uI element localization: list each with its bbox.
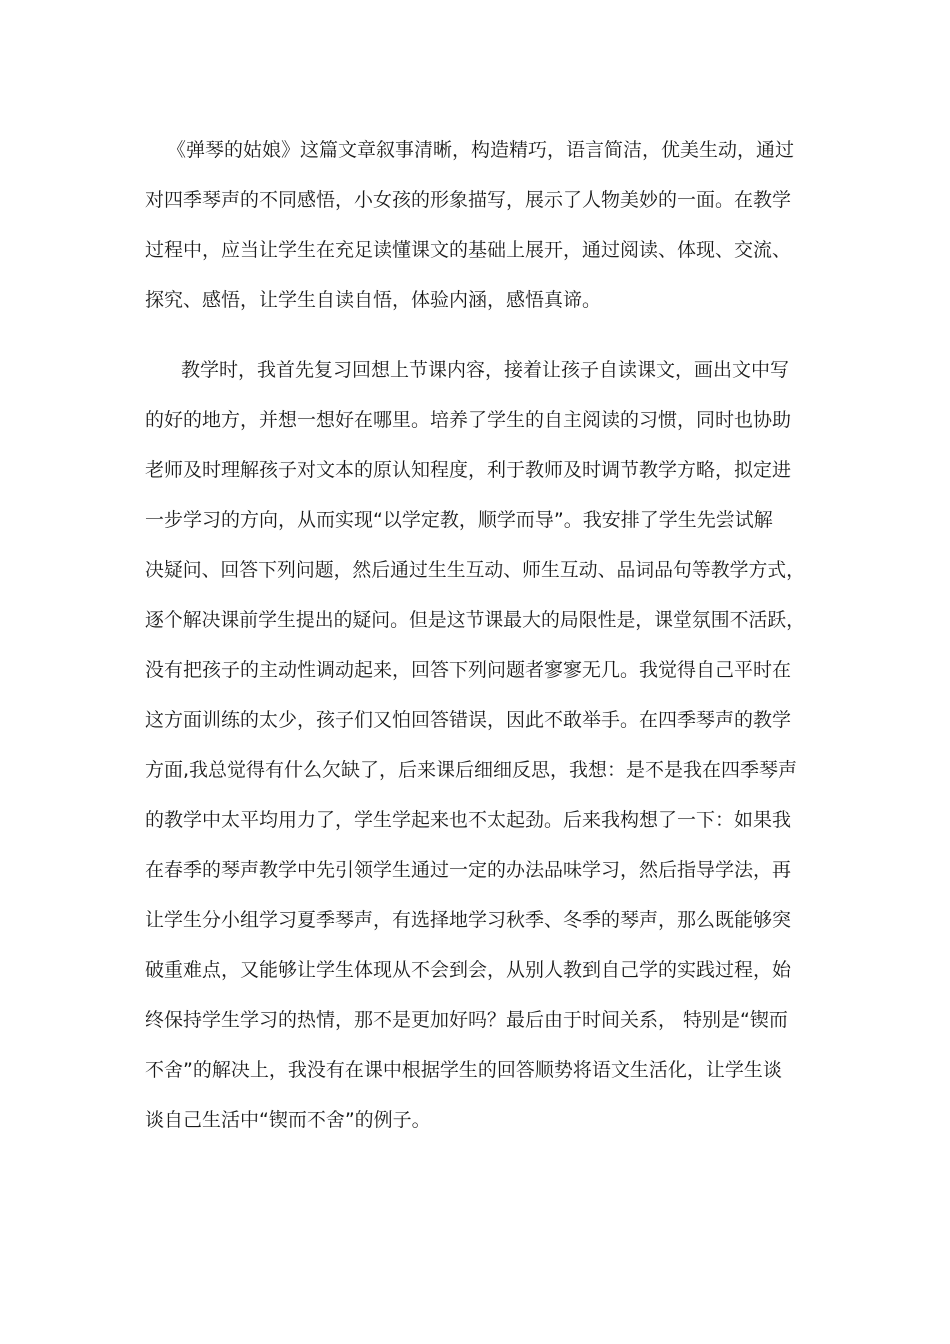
paragraph-2-line-16: 谈自己生活中“锲而不舍”的例子。 xyxy=(145,1109,431,1131)
paragraph-2-line-6: 逐个解决课前学生提出的疑问。但是这节课最大的局限性是，课堂氛围不活跃， xyxy=(145,609,806,631)
paragraph-2-line-3: 老师及时理解孩子对文本的原认知程度，利于教师及时调节教学方略，拟定进 xyxy=(145,459,792,481)
paragraph-2-line-15: 不舍”的解决上，我没有在课中根据学生的回答顺势将语文生活化，让学生谈 xyxy=(145,1059,782,1081)
paragraph-2-line-13: 破重难点，又能够让学生体现从不会到会，从别人教到自己学的实践过程，始 xyxy=(145,959,792,981)
paragraph-2-line-10: 的教学中太平均用力了，学生学起来也不太起劲。后来我构想了一下：如果我 xyxy=(145,809,792,831)
paragraph-2-line-2: 的好的地方，并想一想好在哪里。培养了学生的自主阅读的习惯，同时也协助 xyxy=(145,409,792,431)
paragraph-2-line-12: 让学生分小组学习夏季琴声，有选择地学习秋季、冬季的琴声，那么既能够突 xyxy=(145,909,792,931)
paragraph-2-line-9: 方面,我总觉得有什么欠缺了，后来课后细细反思，我想：是不是我在四季琴声 xyxy=(145,759,798,781)
paragraph-1-line-2: 对四季琴声的不同感悟，小女孩的形象描写，展示了人物美妙的一面。在教学 xyxy=(145,189,792,211)
paragraph-2-line-11: 在春季的琴声教学中先引领学生通过一定的办法品味学习，然后指导学法，再 xyxy=(145,859,792,881)
paragraph-2-line-7: 没有把孩子的主动性调动起来，回答下列问题者寥寥无几。我觉得自己平时在 xyxy=(145,659,792,681)
paragraph-2-line-14: 终保持学生学习的热情，那不是更加好吗？最后由于时间关系， 特别是“锲而 xyxy=(145,1009,788,1031)
paragraph-1-line-3: 过程中，应当让学生在充足读懂课文的基础上展开，通过阅读、体现、交流、 xyxy=(145,239,792,261)
paragraph-2-line-4: 一步学习的方向，从而实现“以学定教，顺学而导”。我安排了学生先尝试解 xyxy=(145,509,773,531)
paragraph-1-line-1: 《弹琴的姑娘》这篇文章叙事清晰，构造精巧，语言简洁，优美生动，通过 xyxy=(167,139,795,161)
paragraph-2-line-8: 这方面训练的太少，孩子们又怕回答错误，因此不敢举手。在四季琴声的教学 xyxy=(145,709,792,731)
paragraph-2-line-5: 决疑问、回答下列问题，然后通过生生互动、师生互动、品词品句等教学方式， xyxy=(145,559,806,581)
paragraph-2-line-1: 教学时，我首先复习回想上节课内容，接着让孩子自读课文，画出文中写 xyxy=(181,359,790,381)
paragraph-1-line-4: 探究、感悟，让学生自读自悟，体验内涵，感悟真谛。 xyxy=(145,289,602,311)
